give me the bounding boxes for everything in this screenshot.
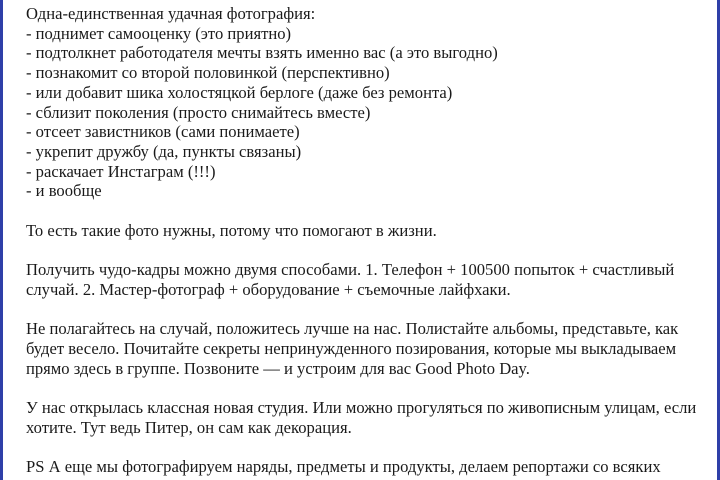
intro-block: [26, 4, 706, 201]
paragraph-studio: У нас открылась классная новая студия. Или можно прогуляться по живописным улицам, если хотите. Тут ведь Питер, он сам как декорация.: [26, 398, 697, 437]
intro-line: Одна-единственная удачная фотография:: [26, 4, 316, 23]
list-item: - укрепит дружбу (да, пункты связаны): [26, 141, 302, 161]
paragraph-summary: То есть такие фото нужны, потому что помогают в жизни.: [26, 220, 437, 240]
post-text: [26, 4, 706, 480]
paragraph-methods: Получить чудо-кадры можно двумя способами. 1. Телефон + 100500 попыток + счастливый случай. 2. Мастер-фотограф + оборудование + съемочные лайфхаки.: [26, 260, 675, 299]
list-item: - и вообще: [26, 181, 102, 201]
list-item: - поднимет самооценку (это приятно): [26, 23, 292, 43]
paragraph-call-to-action: Не полагайтесь на случай, положитесь лучше на нас. Полистайте альбомы, представьте, как будет весело. Почитайте секреты непринужденного позирования, которые мы выкладываем прямо здесь в группе. Позвоните — и устроим для вас Good Photo Day.: [26, 319, 679, 378]
list-item: - сблизит поколения (просто снимайтесь вместе): [26, 102, 371, 122]
list-item: - познакомит со второй половинкой (перспективно): [26, 63, 390, 83]
list-item: - раскачает Инстаграм (!!!): [26, 161, 216, 181]
paragraph-ps: PS А еще мы фотографируем наряды, предметы и продукты, делаем репортажи со всяких: [26, 457, 661, 477]
list-item: - подтолкнет работодателя мечты взять именно вас (а это выгодно): [26, 43, 498, 63]
list-item: - или добавит шика холостяцкой берлоге (даже без ремонта): [26, 82, 453, 102]
list-item: - отсеет завистников (сами понимаете): [26, 122, 300, 142]
